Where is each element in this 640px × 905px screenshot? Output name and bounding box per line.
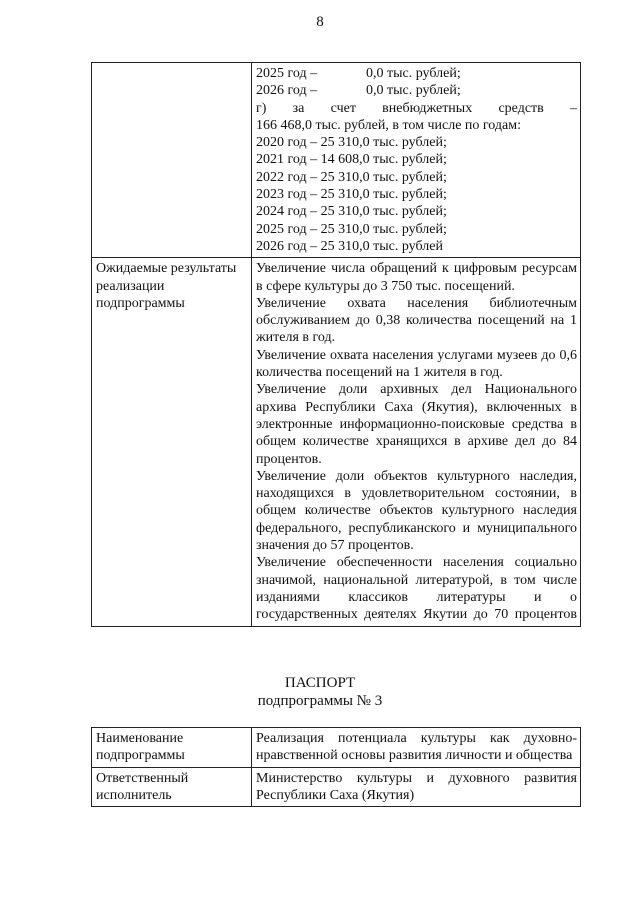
expected-result-item: Увеличение числа обращений к цифровым ресурсам в сфере культуры до 3 750 тыс. посещений. bbox=[256, 261, 577, 294]
expected-result-item: Увеличение доли объектов культурного наследия, находящихся в удовлетворительном состоянии, в общем количестве объектов культурного наследия федерального, республиканского и муниципального значения до 57 процентов. bbox=[256, 468, 577, 554]
funding-year: 2025 год – bbox=[256, 66, 318, 81]
passport-subtitle: подпрограммы № 3 bbox=[257, 693, 383, 709]
expected-results-label: Ожидаемые результаты реализации подпрограммы bbox=[92, 258, 252, 626]
funding-value-cell bbox=[252, 63, 581, 258]
funding-source-heading: г) за счет внебюджетных средств – bbox=[256, 100, 577, 116]
expected-results-row bbox=[92, 258, 581, 626]
funding-year: 2026 год – bbox=[256, 83, 318, 99]
passport-row-label: Ответственный исполнитель bbox=[92, 767, 252, 807]
funding-year-line: 2023 год – 25 310,0 тыс. рублей; bbox=[256, 187, 447, 203]
passport-row-label: Наименование подпрограммы bbox=[92, 728, 252, 768]
passport-heading bbox=[0, 674, 640, 710]
funding-year-line bbox=[256, 82, 577, 99]
subprogram-3-passport-table bbox=[91, 727, 581, 807]
funding-source-total: 166 468,0 тыс. рублей, в том числе по годам: bbox=[256, 117, 521, 133]
funding-year-line: 2026 год – 25 310,0 тыс. рублей bbox=[256, 238, 443, 254]
passport-row-value: Министерство культуры и духовного развития Республики Саха (Якутия) bbox=[252, 767, 581, 807]
page-number: 8 bbox=[316, 14, 324, 30]
passport-title: ПАСПОРТ bbox=[284, 675, 356, 691]
funding-amount: 0,0 тыс. рублей; bbox=[366, 66, 461, 81]
funding-year-line: 2021 год – 14 608,0 тыс. рублей; bbox=[256, 152, 447, 168]
expected-results-value-cell bbox=[252, 258, 581, 626]
funding-year-line: 2024 год – 25 310,0 тыс. рублей; bbox=[256, 204, 447, 220]
passport-row-executor bbox=[92, 767, 581, 807]
funding-amount: 0,0 тыс. рублей; bbox=[366, 83, 461, 99]
subprogram-passport-table-continued bbox=[91, 62, 581, 627]
funding-year-line: 2025 год – 25 310,0 тыс. рублей; bbox=[256, 221, 447, 237]
expected-result-item: Увеличение охвата населения библиотечным обслуживанием до 0,38 количества посещений на 1 жителя в год. bbox=[256, 295, 577, 346]
expected-result-item: Увеличение доли архивных дел Национального архива Республики Саха (Якутия), включенных в электронные информационно-поисковые средства в общем количестве хранящихся в архиве дел до 84 процентов. bbox=[256, 382, 577, 467]
passport-row-name bbox=[92, 728, 581, 768]
funding-year-line: 2022 год – 25 310,0 тыс. рублей; bbox=[256, 169, 447, 185]
funding-year-line: 2020 год – 25 310,0 тыс. рублей; bbox=[256, 135, 447, 151]
funding-year-line bbox=[256, 65, 577, 82]
expected-result-item: Увеличение охвата населения услугами музеев до 0,6 количества посещений на 1 жителя в год. bbox=[256, 347, 577, 381]
expected-result-item: Увеличение обеспеченности населения социально значимой, национальной литературой, в том числе изданиями классиков литературы и о государственных деятелях Якутии до 70 процентов bbox=[256, 555, 577, 623]
funding-label-cell bbox=[92, 63, 252, 258]
funding-row bbox=[92, 63, 581, 258]
passport-row-value: Реализация потенциала культуры как духовно-нравственной основы развития личности и общества bbox=[252, 728, 581, 768]
